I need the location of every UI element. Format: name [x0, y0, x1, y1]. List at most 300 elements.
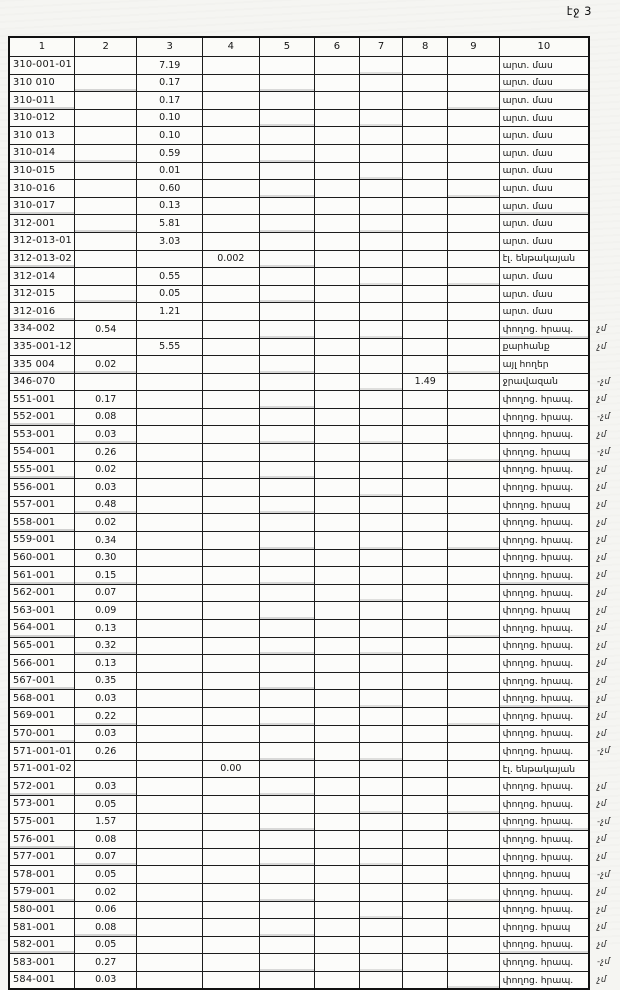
cell-value-col9: [448, 620, 500, 638]
cell-value-col3: [137, 778, 203, 796]
cell-value-col2: 0.03: [74, 725, 137, 743]
column-header: 5: [259, 37, 314, 57]
table-row: [9, 883, 619, 901]
cell-value-col4: [203, 303, 260, 321]
cell-value-col3: [137, 461, 203, 479]
cell-value-col5: [259, 57, 314, 75]
cell-parcel-code: 555-001: [9, 461, 74, 479]
cell-value-col8: [403, 655, 448, 673]
cell-parcel-code: 310-017: [9, 197, 74, 215]
cell-value-col8: [403, 391, 448, 409]
cell-land-use: փողոց. հրապ: [499, 866, 589, 884]
cell-value-col4: [203, 496, 260, 514]
cell-land-use: արտ. մաս: [499, 162, 589, 180]
cell-value-col6: [315, 831, 360, 849]
cell-value-col5: [259, 197, 314, 215]
cell-value-col8: [403, 303, 448, 321]
cell-parcel-code: 310 013: [9, 127, 74, 145]
cell-margin-note: չմ: [597, 728, 607, 739]
cell-parcel-code: 583-001: [9, 954, 74, 972]
cell-value-col7: [359, 162, 403, 180]
cell-margin-note: չմ: [597, 781, 607, 792]
cell-value-col8: [403, 532, 448, 550]
table-row: [9, 954, 619, 972]
column-header: 10: [499, 37, 589, 57]
table-row: [9, 971, 619, 989]
cell-value-col5: [259, 92, 314, 110]
cell-value-col6: [315, 725, 360, 743]
cell-value-col2: 0.09: [74, 602, 137, 620]
cell-value-col3: [137, 866, 203, 884]
cell-value-col9: [448, 92, 500, 110]
cell-value-col7: [359, 444, 403, 462]
cell-value-col2: [74, 74, 137, 92]
cell-value-col2: [74, 92, 137, 110]
cell-value-col6: [315, 954, 360, 972]
cell-value-col6: [315, 496, 360, 514]
cell-value-col3: 0.55: [137, 268, 203, 286]
cell-margin-note: -չմ: [597, 412, 611, 423]
cell-value-col4: [203, 954, 260, 972]
table-row: [9, 74, 619, 92]
cell-value-col2: [74, 127, 137, 145]
table-header-row: [9, 37, 619, 57]
cell-value-col2: 0.15: [74, 567, 137, 585]
cell-parcel-code: 310-001-01: [9, 57, 74, 75]
cell-value-col7: [359, 74, 403, 92]
cell-value-col3: 0.01: [137, 162, 203, 180]
cell-value-col9: [448, 883, 500, 901]
cell-value-col4: [203, 391, 260, 409]
cell-value-col2: 0.03: [74, 690, 137, 708]
cell-value-col4: [203, 74, 260, 92]
cell-value-col5: [259, 919, 314, 937]
cell-value-col4: [203, 743, 260, 761]
cell-value-col2: 0.35: [74, 672, 137, 690]
cell-land-use: փողոց. հրապ.: [499, 707, 589, 725]
cell-value-col5: [259, 866, 314, 884]
cell-margin-note: չմ: [597, 640, 607, 651]
column-header: 3: [137, 37, 203, 57]
cell-parcel-code: 568-001: [9, 690, 74, 708]
cell-parcel-code: 312-016: [9, 303, 74, 321]
cell-margin-note: չմ: [597, 464, 607, 475]
cell-value-col7: [359, 479, 403, 497]
cell-margin-note: [589, 285, 619, 303]
cell-value-col2: 0.03: [74, 479, 137, 497]
cell-parcel-code: 580-001: [9, 901, 74, 919]
cell-value-col4: [203, 479, 260, 497]
cell-value-col2: [74, 109, 137, 127]
cell-land-use: արտ. մաս: [499, 197, 589, 215]
cell-value-col3: [137, 901, 203, 919]
cell-margin-note: չմ: [597, 341, 607, 352]
cell-value-col7: [359, 426, 403, 444]
cell-value-col5: [259, 549, 314, 567]
cell-value-col8: [403, 602, 448, 620]
cell-value-col3: 0.05: [137, 285, 203, 303]
cell-parcel-code: 581-001: [9, 919, 74, 937]
cell-value-col4: [203, 180, 260, 198]
cell-value-col2: 0.07: [74, 848, 137, 866]
cell-value-col8: [403, 813, 448, 831]
cell-value-col6: [315, 532, 360, 550]
column-header: 1: [9, 37, 74, 57]
cell-value-col5: [259, 479, 314, 497]
table-row: [9, 795, 619, 813]
cell-land-use: փողոց. հրապ.: [499, 971, 589, 989]
table-row: [9, 144, 619, 162]
cell-land-use: փողոց. հրապ.: [499, 567, 589, 585]
cell-value-col5: [259, 883, 314, 901]
cell-value-col6: [315, 743, 360, 761]
cell-value-col3: [137, 690, 203, 708]
cell-value-col3: 5.55: [137, 338, 203, 356]
cell-value-col7: [359, 707, 403, 725]
cell-value-col6: [315, 215, 360, 233]
cell-margin-note: չմ: [597, 658, 607, 669]
cell-value-col6: [315, 514, 360, 532]
cell-value-col2: [74, 197, 137, 215]
cell-parcel-code: 571-001-02: [9, 760, 74, 778]
cell-parcel-code: 562-001: [9, 584, 74, 602]
cell-land-use: փողոց. հրապ.: [499, 479, 589, 497]
cell-value-col9: [448, 356, 500, 374]
cell-value-col9: [448, 707, 500, 725]
cell-value-col9: [448, 813, 500, 831]
cell-value-col3: [137, 620, 203, 638]
cell-value-col3: [137, 444, 203, 462]
cell-value-col9: [448, 743, 500, 761]
cell-value-col3: [137, 567, 203, 585]
cell-value-col9: [448, 795, 500, 813]
cell-value-col7: [359, 883, 403, 901]
cell-margin-note: չմ: [597, 887, 607, 898]
table-row: [9, 57, 619, 75]
cell-parcel-code: 572-001: [9, 778, 74, 796]
table-row: [9, 813, 619, 831]
cell-value-col5: [259, 778, 314, 796]
cell-margin-note: չմ: [597, 975, 607, 986]
cell-land-use: էլ. ենթակայան: [499, 250, 589, 268]
cell-margin-note: [589, 162, 619, 180]
cell-parcel-code: 571-001-01: [9, 743, 74, 761]
cell-value-col4: [203, 919, 260, 937]
cell-value-col4: [203, 672, 260, 690]
cell-value-col5: [259, 567, 314, 585]
cell-margin-note: չմ: [597, 324, 607, 335]
cell-value-col6: [315, 813, 360, 831]
table-row: [9, 285, 619, 303]
cell-value-col7: [359, 795, 403, 813]
cell-value-col4: [203, 883, 260, 901]
cell-value-col6: [315, 637, 360, 655]
table-row: [9, 127, 619, 145]
cell-value-col5: [259, 373, 314, 391]
cell-parcel-code: 346-070: [9, 373, 74, 391]
cell-value-col9: [448, 109, 500, 127]
cell-value-col7: [359, 567, 403, 585]
cell-land-use: փողոց. հրապ.: [499, 690, 589, 708]
cell-value-col5: [259, 620, 314, 638]
cell-value-col9: [448, 461, 500, 479]
table-row: [9, 655, 619, 673]
cell-value-col9: [448, 919, 500, 937]
cell-value-col7: [359, 496, 403, 514]
cell-value-col2: [74, 250, 137, 268]
cell-value-col2: [74, 215, 137, 233]
cell-value-col4: [203, 109, 260, 127]
column-header: 8: [403, 37, 448, 57]
cell-margin-note: չմ: [597, 939, 607, 950]
cell-value-col7: [359, 391, 403, 409]
cell-value-col3: [137, 813, 203, 831]
cell-value-col8: [403, 250, 448, 268]
cell-value-col4: [203, 144, 260, 162]
cell-value-col9: [448, 373, 500, 391]
table-row: [9, 303, 619, 321]
cell-value-col3: [137, 795, 203, 813]
cell-value-col7: [359, 127, 403, 145]
cell-value-col8: [403, 197, 448, 215]
table-row: [9, 232, 619, 250]
cell-margin-note: -չմ: [597, 376, 611, 387]
cell-land-use: արտ. մաս: [499, 74, 589, 92]
cell-value-col3: [137, 426, 203, 444]
cell-margin-note: -չմ: [597, 957, 611, 968]
cell-value-col9: [448, 215, 500, 233]
cell-margin-note: չմ: [597, 588, 607, 599]
cell-land-use: արտ. մաս: [499, 180, 589, 198]
cell-value-col5: [259, 408, 314, 426]
cell-value-col2: [74, 303, 137, 321]
cell-value-col5: [259, 250, 314, 268]
cell-value-col5: [259, 461, 314, 479]
cell-value-col6: [315, 620, 360, 638]
cell-value-col6: [315, 303, 360, 321]
land-parcel-table: [8, 36, 620, 990]
cell-value-col6: [315, 479, 360, 497]
cell-value-col3: [137, 725, 203, 743]
cell-value-col8: [403, 743, 448, 761]
table-row: [9, 919, 619, 937]
cell-value-col4: [203, 637, 260, 655]
cell-value-col8: [403, 408, 448, 426]
cell-value-col7: [359, 408, 403, 426]
cell-value-col6: [315, 391, 360, 409]
cell-land-use: փողոց. հրապ.: [499, 532, 589, 550]
table-row: [9, 268, 619, 286]
cell-value-col9: [448, 303, 500, 321]
cell-value-col4: [203, 813, 260, 831]
cell-value-col2: 0.13: [74, 620, 137, 638]
cell-margin-note: չմ: [597, 834, 607, 845]
cell-value-col9: [448, 444, 500, 462]
cell-value-col2: 0.54: [74, 320, 137, 338]
cell-margin-note: -չմ: [597, 447, 611, 458]
cell-value-col5: [259, 109, 314, 127]
cell-value-col7: [359, 338, 403, 356]
cell-value-col7: [359, 690, 403, 708]
table-row: [9, 901, 619, 919]
table-row: [9, 620, 619, 638]
cell-value-col4: [203, 373, 260, 391]
cell-parcel-code: 312-013-01: [9, 232, 74, 250]
cell-value-col4: [203, 514, 260, 532]
cell-value-col4: [203, 444, 260, 462]
cell-value-col5: [259, 303, 314, 321]
cell-value-col4: [203, 602, 260, 620]
table-row: [9, 690, 619, 708]
cell-value-col7: [359, 303, 403, 321]
cell-value-col8: [403, 954, 448, 972]
cell-value-col4: [203, 356, 260, 374]
cell-land-use: փողոց. հրապ.: [499, 391, 589, 409]
cell-value-col4: [203, 197, 260, 215]
cell-land-use: փողոց. հրապ.: [499, 320, 589, 338]
column-header: 6: [315, 37, 360, 57]
cell-value-col6: [315, 426, 360, 444]
cell-value-col5: [259, 268, 314, 286]
table-row: [9, 496, 619, 514]
cell-value-col6: [315, 672, 360, 690]
cell-value-col8: [403, 109, 448, 127]
cell-value-col8: [403, 795, 448, 813]
cell-value-col6: [315, 162, 360, 180]
table-row: [9, 338, 619, 356]
cell-parcel-code: 553-001: [9, 426, 74, 444]
cell-land-use: արտ. մաս: [499, 57, 589, 75]
cell-margin-note: չմ: [597, 535, 607, 546]
cell-value-col2: [74, 162, 137, 180]
cell-value-col4: [203, 620, 260, 638]
cell-value-col5: [259, 496, 314, 514]
page-number: էջ 3: [566, 4, 592, 18]
cell-land-use: փողոց. հրապ.: [499, 637, 589, 655]
table-row: [9, 532, 619, 550]
cell-value-col2: 0.03: [74, 778, 137, 796]
cell-value-col9: [448, 426, 500, 444]
cell-value-col4: [203, 707, 260, 725]
cell-value-col7: [359, 637, 403, 655]
cell-value-col7: [359, 232, 403, 250]
cell-land-use: փողոց. հրապ.: [499, 408, 589, 426]
cell-value-col2: [74, 268, 137, 286]
cell-parcel-code: 561-001: [9, 567, 74, 585]
cell-value-col9: [448, 831, 500, 849]
table-row: [9, 866, 619, 884]
table-row: [9, 743, 619, 761]
table-row: [9, 514, 619, 532]
cell-land-use: փողոց. հրապ.: [499, 848, 589, 866]
cell-value-col7: [359, 356, 403, 374]
table-row: [9, 584, 619, 602]
cell-value-col2: 0.17: [74, 391, 137, 409]
cell-value-col7: [359, 743, 403, 761]
cell-value-col6: [315, 971, 360, 989]
cell-margin-note: [589, 356, 619, 374]
cell-value-col9: [448, 232, 500, 250]
cell-value-col8: [403, 127, 448, 145]
cell-value-col7: [359, 866, 403, 884]
cell-value-col9: [448, 144, 500, 162]
cell-value-col7: [359, 197, 403, 215]
cell-value-col3: [137, 760, 203, 778]
cell-value-col4: [203, 57, 260, 75]
table-row: [9, 215, 619, 233]
cell-value-col5: [259, 584, 314, 602]
cell-parcel-code: 310-014: [9, 144, 74, 162]
cell-parcel-code: 578-001: [9, 866, 74, 884]
cell-value-col6: [315, 320, 360, 338]
cell-value-col3: 1.21: [137, 303, 203, 321]
cell-value-col5: [259, 338, 314, 356]
table-row: [9, 320, 619, 338]
cell-value-col8: [403, 584, 448, 602]
cell-parcel-code: 312-013-02: [9, 250, 74, 268]
cell-value-col5: [259, 232, 314, 250]
cell-value-col3: 7.19: [137, 57, 203, 75]
cell-value-col6: [315, 144, 360, 162]
cell-value-col9: [448, 479, 500, 497]
cell-value-col5: [259, 444, 314, 462]
cell-value-col9: [448, 848, 500, 866]
cell-value-col6: [315, 338, 360, 356]
cell-value-col6: [315, 268, 360, 286]
cell-value-col8: [403, 479, 448, 497]
cell-parcel-code: 584-001: [9, 971, 74, 989]
cell-margin-note: -չմ: [597, 869, 611, 880]
cell-value-col3: 0.10: [137, 109, 203, 127]
cell-value-col2: 0.26: [74, 444, 137, 462]
cell-margin-note: [589, 144, 619, 162]
cell-value-col9: [448, 901, 500, 919]
cell-value-col9: [448, 250, 500, 268]
cell-value-col2: 0.02: [74, 356, 137, 374]
cell-value-col4: [203, 461, 260, 479]
cell-margin-note: չմ: [597, 394, 607, 405]
cell-value-col6: [315, 109, 360, 127]
cell-value-col4: [203, 127, 260, 145]
cell-value-col7: [359, 215, 403, 233]
cell-value-col4: [203, 655, 260, 673]
cell-parcel-code: 335-001-12: [9, 338, 74, 356]
cell-land-use: փողոց. հրապ.: [499, 936, 589, 954]
cell-value-col6: [315, 584, 360, 602]
cell-land-use: փողոց. հրապ.: [499, 743, 589, 761]
cell-parcel-code: 582-001: [9, 936, 74, 954]
cell-value-col6: [315, 250, 360, 268]
cell-value-col9: [448, 866, 500, 884]
cell-parcel-code: 570-001: [9, 725, 74, 743]
table-row: [9, 92, 619, 110]
cell-value-col3: [137, 883, 203, 901]
cell-value-col4: [203, 901, 260, 919]
cell-value-col9: [448, 971, 500, 989]
cell-value-col3: 0.17: [137, 92, 203, 110]
cell-value-col9: [448, 162, 500, 180]
cell-value-col5: [259, 215, 314, 233]
table-row: [9, 373, 619, 391]
cell-value-col6: [315, 461, 360, 479]
cell-parcel-code: 334-002: [9, 320, 74, 338]
cell-land-use: արտ. մաս: [499, 232, 589, 250]
cell-margin-note: չմ: [597, 623, 607, 634]
cell-land-use: էլ. ենթակայան: [499, 760, 589, 778]
cell-value-col9: [448, 180, 500, 198]
cell-parcel-code: 576-001: [9, 831, 74, 849]
cell-value-col2: 0.08: [74, 408, 137, 426]
